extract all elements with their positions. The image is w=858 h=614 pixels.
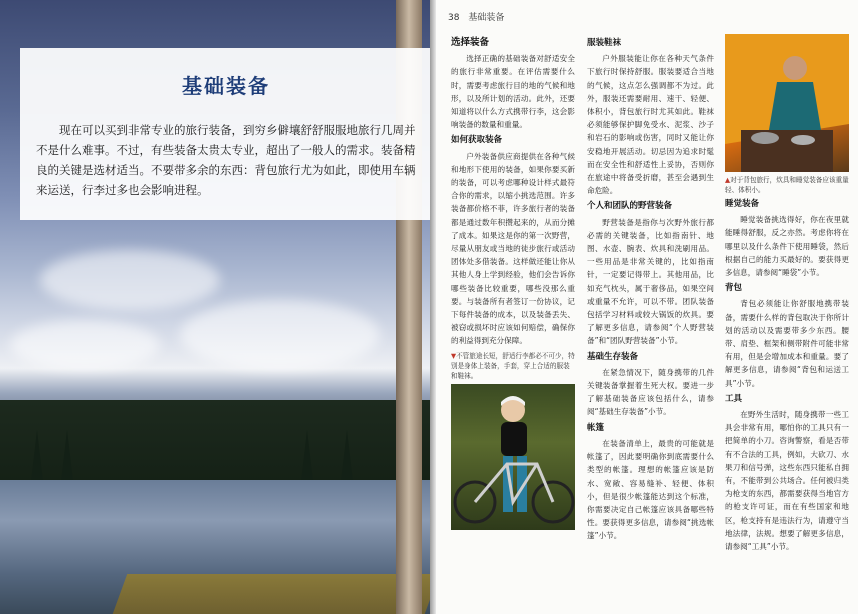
page-title: 基础装备 [182, 74, 270, 98]
caption-bike: ▼不管旅途长短，舒适行李都必不可少，特别是身体上装备，手套，穿上合适的服装和鞋袜。 [451, 351, 575, 380]
column-2 [587, 34, 714, 545]
running-head-title: 基础装备 [468, 13, 505, 23]
page-number: 38 [448, 13, 460, 23]
photo-cyclist [451, 384, 575, 530]
paragraph-survival: 在紧急情况下，随身携带的几件关键装备掌握着生死大权。要进一步了解基础装备应该包括什么，请参阅“基础生存装备”小节。 [587, 367, 714, 417]
cloud [10, 320, 160, 370]
caption-marker-icon: ▼ [451, 351, 457, 360]
photo-camping [725, 34, 849, 172]
paragraph-pack: 背包必须能让你舒服地携带装备，需要什么样的背包取决于你所计划的活动以及需要带多少东西。腰带、肩垫、框架和侧带附件可能非常有用，但是会增加成本和重量。要了解更多信息，请参阅“背包和运送工具”小节。 [725, 299, 849, 388]
heading-group: 个人和团队的野营装备 [587, 201, 673, 212]
running-header [448, 10, 504, 23]
cloud [180, 300, 380, 370]
cyclist-illustration [451, 384, 575, 530]
paragraph-obtain: 户外装备供应商提供在各种气候和地形下使用的装备，如果你要买新的装备，可以考虑哪种设计样式最符合你的需求，以缩小挑选范围。许多装备都价格不菲，许多旅行者的装备都是通过数年积攒起来的，从而分摊了成本。如果这是你的第一次野营，尽量从朋友或当地的徒步旅行或活动团体处多借装备。这样做还能让你从其他人身上学到经验，他们会告诉你哪些装备比较重要，哪些没那么重要。与装备所有者签订一份协议，记下每件装备的成本，以及装备丢失、被窃或损坏时应该如何赔偿，确保你的利益得到充分保障。 [451, 151, 575, 346]
caption-marker-icon: ▲ [725, 176, 731, 184]
heading-pack: 背包 [725, 283, 743, 294]
heading-select: 选择装备 [451, 37, 490, 48]
heading-survival: 基础生存装备 [587, 351, 639, 362]
heading-clothes: 服装鞋袜 [587, 38, 622, 48]
intro-paragraph: 现在可以买到非常专业的旅行装备，到穷乡僻壤舒舒服服地旅行几周并不是什么难事。不过，有些装备太贵太专业，超出了一般人的需求。装备精良的关键是选材适当。不要带多余的东西：背包旅行尤为如此，即使用车辆来运送，行李过多也会影响进程。 [36, 123, 416, 197]
heading-tools: 工具 [725, 393, 743, 404]
heading-obtain: 如何获取装备 [451, 135, 503, 146]
column-1 [451, 34, 575, 530]
paragraph-sleep: 睡觉装备挑选得好，你在夜里就能睡得舒服，反之亦然。考虑你将在哪里以及什么条件下使用睡袋，然后根据自己的能力买最好的。要获得更多信息，请参阅“睡袋”小节。 [725, 215, 849, 278]
paragraph-select: 选择正确的基础装备对舒适安全的旅行非常重要。在评估需要什么时，需要考虑旅行目的地的气候和地形，以及所计划的活动。此外，还要知道将以什么方式携带行李，这会影响装备的数量和重量。 [451, 54, 575, 130]
paragraph-tools: 在野外生活时，随身携带一些工具会非常有用，哪怕你的工具只有一把简单的小刀。咨询警察，看是否带有不合法的工具，例如，大砍刀、水果刀和信号弹，这些东西只能私自拥有，不能带到公共场合。任何被归类为枪支的东西，都需要获得当地官方的枪支许可证，而在有些国家和地区，枪支持有是违法行为，请遵守当地法律，法规。想要了解更多信息，请参阅“工具”小节。 [725, 410, 849, 552]
paragraph-group: 野营装备是指你与次野外旅行都必需的关键装备，比如指南针、地图、水壶、腕表、炊具和洗刷用品。一些用品是非常关键的，比如指南针，一定要记得带上。其他用品，比如充气枕头，属于奢侈品，如果空间或重量不允许，可以不带。团队装备包括学习材料或较大锅饭的炊具。要了解更多信息，请参阅“个人野营装备”和“团队野营装备”小节。 [587, 217, 714, 346]
heading-sleep: 睡觉装备 [725, 199, 760, 209]
heading-tent: 帐篷 [587, 422, 605, 433]
caption-camp: ▲对于背包旅行，炊具和睡觉装备应该重量轻、体积小。 [725, 176, 849, 194]
paragraph-tent: 在装备清单上，最贵的可能就是帐篷了，因此要明确你到底需要什么类型的帐篷。理想的帐篷应该是防水、宽敞、容易缝补、轻便、体积小，但是很少帐篷能达到这个标准，你需要决定自己帐篷应该具备哪些特性。要获得更多信息，请参阅“挑选帐篷”小节。 [587, 438, 714, 541]
camper-illustration [725, 34, 849, 172]
right-page [436, 0, 858, 614]
column-3 [725, 34, 849, 555]
paragraph-clothes: 户外服装能让你在各种天气条件下旅行时保持舒服。服装要适合当地的气候，这点怎么强调都不为过。此外，服装还需要耐用、速干、轻便、体积小，背包旅行时尤其如此。鞋袜必须能够保护脚免受水、泥浆、沙子和岩石的影响或伤害，同时又能让你安稳地开展活动。切忌因为追求时髦而在安全性和舒适性上妥协，否则你在旅途中将备受折磨，甚至会遇到生命危险。 [587, 54, 714, 196]
cloud [40, 250, 220, 310]
shore [113, 574, 432, 614]
